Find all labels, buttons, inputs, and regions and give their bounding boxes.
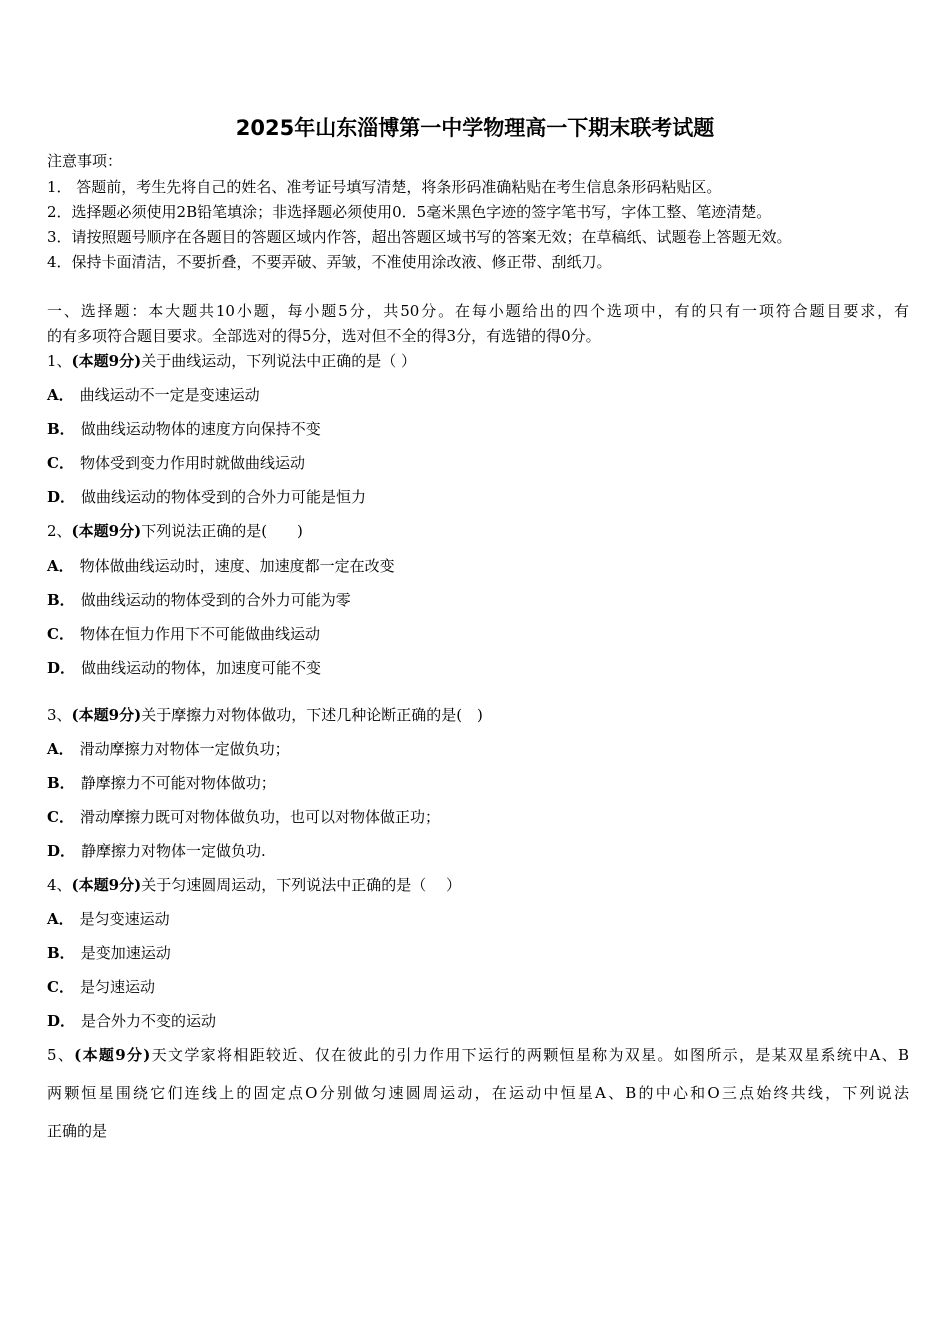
option-b bbox=[47, 773, 909, 793]
question-stem bbox=[47, 705, 909, 725]
option-b bbox=[47, 590, 909, 610]
notice-item: 4．保持卡面清洁，不要折叠，不要弄破、弄皱，不准使用涂改液、修正带、刮纸刀。 bbox=[47, 253, 612, 271]
question-text: 天文学家将相距较近、仅在彼此的引力作用下运行的两颗恒星称为双星。如图所示，是某双星系统中A、B bbox=[150, 1046, 909, 1064]
option-a bbox=[47, 385, 909, 405]
option-d bbox=[47, 658, 909, 678]
question-number: 5、 bbox=[47, 1046, 75, 1064]
option-b bbox=[47, 943, 909, 963]
option-letter: D． bbox=[47, 842, 76, 860]
option-letter: A． bbox=[47, 910, 74, 928]
question-points: (本题9分) bbox=[74, 1046, 151, 1064]
question-text: 关于曲线运动，下列说法中正确的是（ ） bbox=[141, 352, 416, 370]
option-letter: D． bbox=[47, 659, 76, 677]
option-text: 曲线运动不一定是变速运动 bbox=[79, 386, 260, 404]
question-stem bbox=[47, 1045, 909, 1065]
option-c bbox=[47, 807, 909, 827]
option-letter: B． bbox=[47, 591, 75, 609]
question-number: 4、 bbox=[47, 876, 72, 894]
option-d bbox=[47, 487, 909, 507]
option-text: 滑动摩擦力对物体一定做负功； bbox=[79, 740, 290, 758]
option-text: 物体在恒力作用下不可能做曲线运动 bbox=[79, 625, 320, 643]
option-d bbox=[47, 841, 909, 861]
option-c bbox=[47, 624, 909, 644]
question-text: 关于摩擦力对物体做功，下述几种论断正确的是( ) bbox=[141, 706, 483, 724]
option-text: 物体做曲线运动时，速度、加速度都一定在改变 bbox=[79, 557, 395, 575]
option-text: 是匀速运动 bbox=[79, 978, 155, 996]
question-text: 关于匀速圆周运动，下列说法中正确的是（ ） bbox=[141, 876, 461, 894]
option-letter: C． bbox=[47, 625, 74, 643]
option-text: 是合外力不变的运动 bbox=[81, 1012, 217, 1030]
option-letter: A． bbox=[47, 386, 74, 404]
notice-item: 1． 答题前，考生先将自己的姓名、准考证号填写清楚，将条形码准确粘贴在考生信息条形码粘贴区。 bbox=[47, 178, 722, 196]
question-text-line3: 正确的是 bbox=[47, 1122, 108, 1140]
option-letter: A． bbox=[47, 557, 74, 575]
page-title: 2025年山东淄博第一中学物理高一下期末联考试题 bbox=[235, 116, 715, 140]
option-text: 滑动摩擦力既可对物体做负功，也可以对物体做正功； bbox=[79, 808, 440, 826]
option-text: 做曲线运动物体的速度方向保持不变 bbox=[80, 420, 321, 438]
option-text: 静摩擦力对物体一定做负功. bbox=[81, 842, 266, 860]
question-points: (本题9分) bbox=[71, 706, 142, 724]
option-text: 做曲线运动的物体受到的合外力可能为零 bbox=[80, 591, 351, 609]
question-points: (本题9分) bbox=[71, 522, 142, 540]
option-text: 物体受到变力作用时就做曲线运动 bbox=[79, 454, 305, 472]
option-text: 做曲线运动的物体，加速度可能不变 bbox=[81, 659, 322, 677]
question-number: 1、 bbox=[47, 352, 72, 370]
option-letter: C． bbox=[47, 454, 74, 472]
question-stem bbox=[47, 351, 909, 371]
option-text: 是变加速运动 bbox=[80, 944, 171, 962]
option-letter: D． bbox=[47, 1012, 76, 1030]
question-number: 2、 bbox=[47, 522, 72, 540]
option-a bbox=[47, 909, 909, 929]
option-a bbox=[47, 556, 909, 576]
question-stem bbox=[47, 875, 909, 895]
option-letter: B． bbox=[47, 420, 75, 438]
section-instruction-line1: 一、选择题：本大题共10小题，每小题5分，共50分。在每小题给出的四个选项中，有的只有一项符合题目要求，有 bbox=[47, 302, 909, 320]
question-text: 下列说法正确的是( ) bbox=[141, 522, 303, 540]
option-letter: D． bbox=[47, 488, 76, 506]
question-text-line2: 两颗恒星围绕它们连线上的固定点O分别做匀速圆周运动，在运动中恒星A、B的中心和O三点始终共线，下列说法 bbox=[47, 1084, 909, 1102]
option-c bbox=[47, 977, 909, 997]
option-c bbox=[47, 453, 909, 473]
question-points: (本题9分) bbox=[71, 352, 142, 370]
option-letter: A． bbox=[47, 740, 74, 758]
notice-heading: 注意事项： bbox=[47, 152, 123, 170]
option-letter: B． bbox=[47, 774, 75, 792]
question-points: (本题9分) bbox=[71, 876, 142, 894]
option-text: 静摩擦力不可能对物体做功； bbox=[80, 774, 276, 792]
notice-item: 3．请按照题号顺序在各题目的答题区域内作答，超出答题区域书写的答案无效；在草稿纸、试题卷上答题无效。 bbox=[47, 228, 792, 246]
option-text: 是匀变速运动 bbox=[79, 910, 170, 928]
option-letter: C． bbox=[47, 978, 74, 996]
question-stem bbox=[47, 521, 909, 541]
section-instruction-line2: 的有多项符合题目要求。全部选对的得5分，选对但不全的得3分，有选错的得0分。 bbox=[47, 327, 601, 345]
option-b bbox=[47, 419, 909, 439]
option-text: 做曲线运动的物体受到的合外力可能是恒力 bbox=[81, 488, 367, 506]
option-a bbox=[47, 739, 909, 759]
question-number: 3、 bbox=[47, 706, 72, 724]
notice-item: 2．选择题必须使用2B铅笔填涂；非选择题必须使用0．5毫米黑色字迹的签字笔书写，字体工整、笔迹清楚。 bbox=[47, 203, 772, 221]
option-letter: B． bbox=[47, 944, 75, 962]
option-d bbox=[47, 1011, 909, 1031]
option-letter: C． bbox=[47, 808, 74, 826]
